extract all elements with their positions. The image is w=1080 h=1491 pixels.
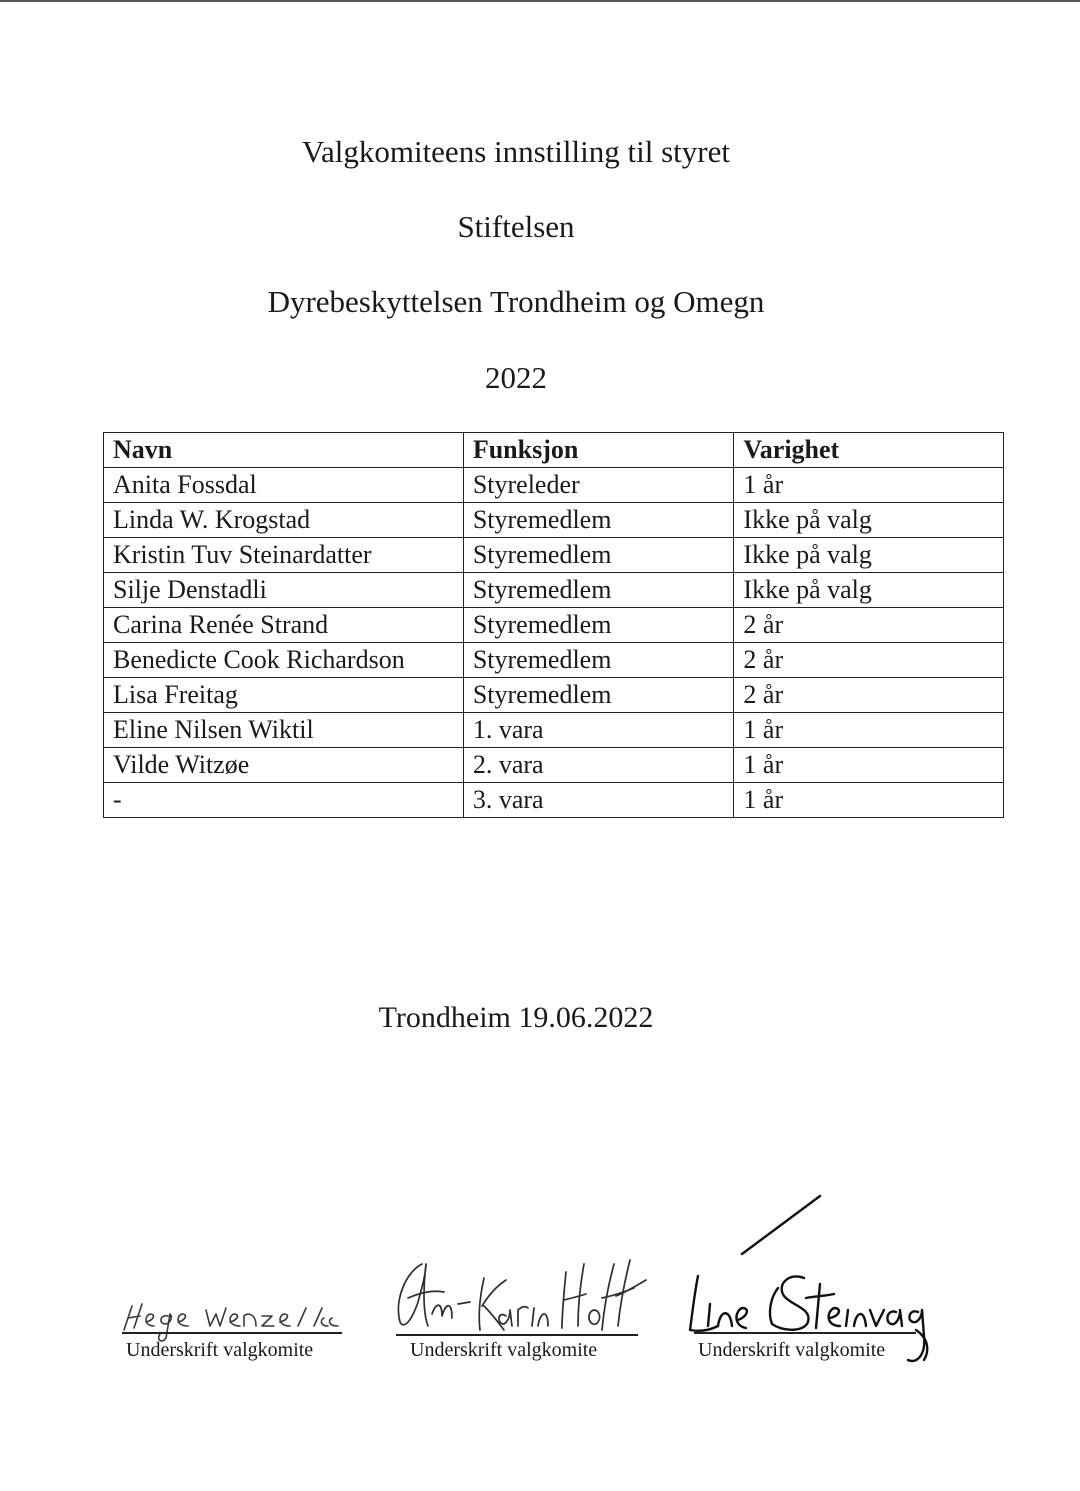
cell-duration: 1 år	[734, 748, 1004, 783]
cell-function: 2. vara	[463, 748, 734, 783]
table-row	[104, 468, 1004, 503]
cell-name: Kristin Tuv Steinardatter	[104, 538, 464, 573]
table-row	[104, 643, 1004, 678]
table-row	[104, 713, 1004, 748]
cell-function: Styremedlem	[463, 678, 734, 713]
signature-caption-2: Underskrift valgkomite	[410, 1339, 598, 1361]
table-row	[104, 783, 1004, 818]
table-row	[104, 573, 1004, 608]
cell-duration: 2 år	[734, 608, 1004, 643]
cell-duration: 1 år	[734, 713, 1004, 748]
signature-block-2	[388, 1180, 658, 1370]
table-header-row	[104, 433, 1004, 468]
signature-block-1	[110, 1180, 370, 1370]
cell-duration: 1 år	[734, 468, 1004, 503]
document-year: 2022	[485, 360, 547, 395]
organization-name: Dyrebeskyttelsen Trondheim og Omegn	[267, 284, 765, 319]
cell-duration: Ikke på valg	[734, 503, 1004, 538]
cell-function: Styremedlem	[463, 608, 734, 643]
organization-type: Stiftelsen	[457, 209, 575, 244]
cell-duration: 1 år	[734, 783, 1004, 818]
table-row	[104, 608, 1004, 643]
cell-function: Styremedlem	[463, 573, 734, 608]
cell-function: Styremedlem	[463, 643, 734, 678]
cell-function: Styreleder	[463, 468, 734, 503]
cell-name: Vilde Witzøe	[104, 748, 464, 783]
cell-name: Eline Nilsen Wiktil	[104, 713, 464, 748]
cell-function: 1. vara	[463, 713, 734, 748]
signature-caption-3: Underskrift valgkomite	[698, 1339, 886, 1361]
column-header-name: Navn	[104, 433, 464, 468]
page-top-border	[0, 0, 1080, 2]
cell-function: Styremedlem	[463, 503, 734, 538]
table-row	[104, 503, 1004, 538]
cell-name: Linda W. Krogstad	[104, 503, 464, 538]
cell-function: 3. vara	[463, 783, 734, 818]
cell-name: Carina Renée Strand	[104, 608, 464, 643]
cell-duration: 2 år	[734, 678, 1004, 713]
signature-line-1	[122, 1332, 342, 1334]
signature-block-3	[680, 1180, 970, 1370]
cell-name: Lisa Freitag	[104, 678, 464, 713]
cell-name: Benedicte Cook Richardson	[104, 643, 464, 678]
cell-duration: 2 år	[734, 643, 1004, 678]
cell-function: Styremedlem	[463, 538, 734, 573]
place-and-date: Trondheim 19.06.2022	[378, 1001, 654, 1034]
document-title: Valgkomiteens innstilling til styret	[302, 134, 730, 169]
cell-name: -	[104, 783, 464, 818]
column-header-function: Funksjon	[463, 433, 734, 468]
column-header-duration: Varighet	[734, 433, 1004, 468]
table-row	[104, 678, 1004, 713]
cell-duration: Ikke på valg	[734, 573, 1004, 608]
signature-line-3	[694, 1332, 916, 1334]
signature-line-2	[396, 1334, 638, 1336]
cell-name: Anita Fossdal	[104, 468, 464, 503]
signature-caption-1: Underskrift valgkomite	[126, 1339, 314, 1361]
cell-duration: Ikke på valg	[734, 538, 1004, 573]
board-nomination-table	[103, 432, 1004, 818]
cell-name: Silje Denstadli	[104, 573, 464, 608]
table-row	[104, 538, 1004, 573]
table-row	[104, 748, 1004, 783]
